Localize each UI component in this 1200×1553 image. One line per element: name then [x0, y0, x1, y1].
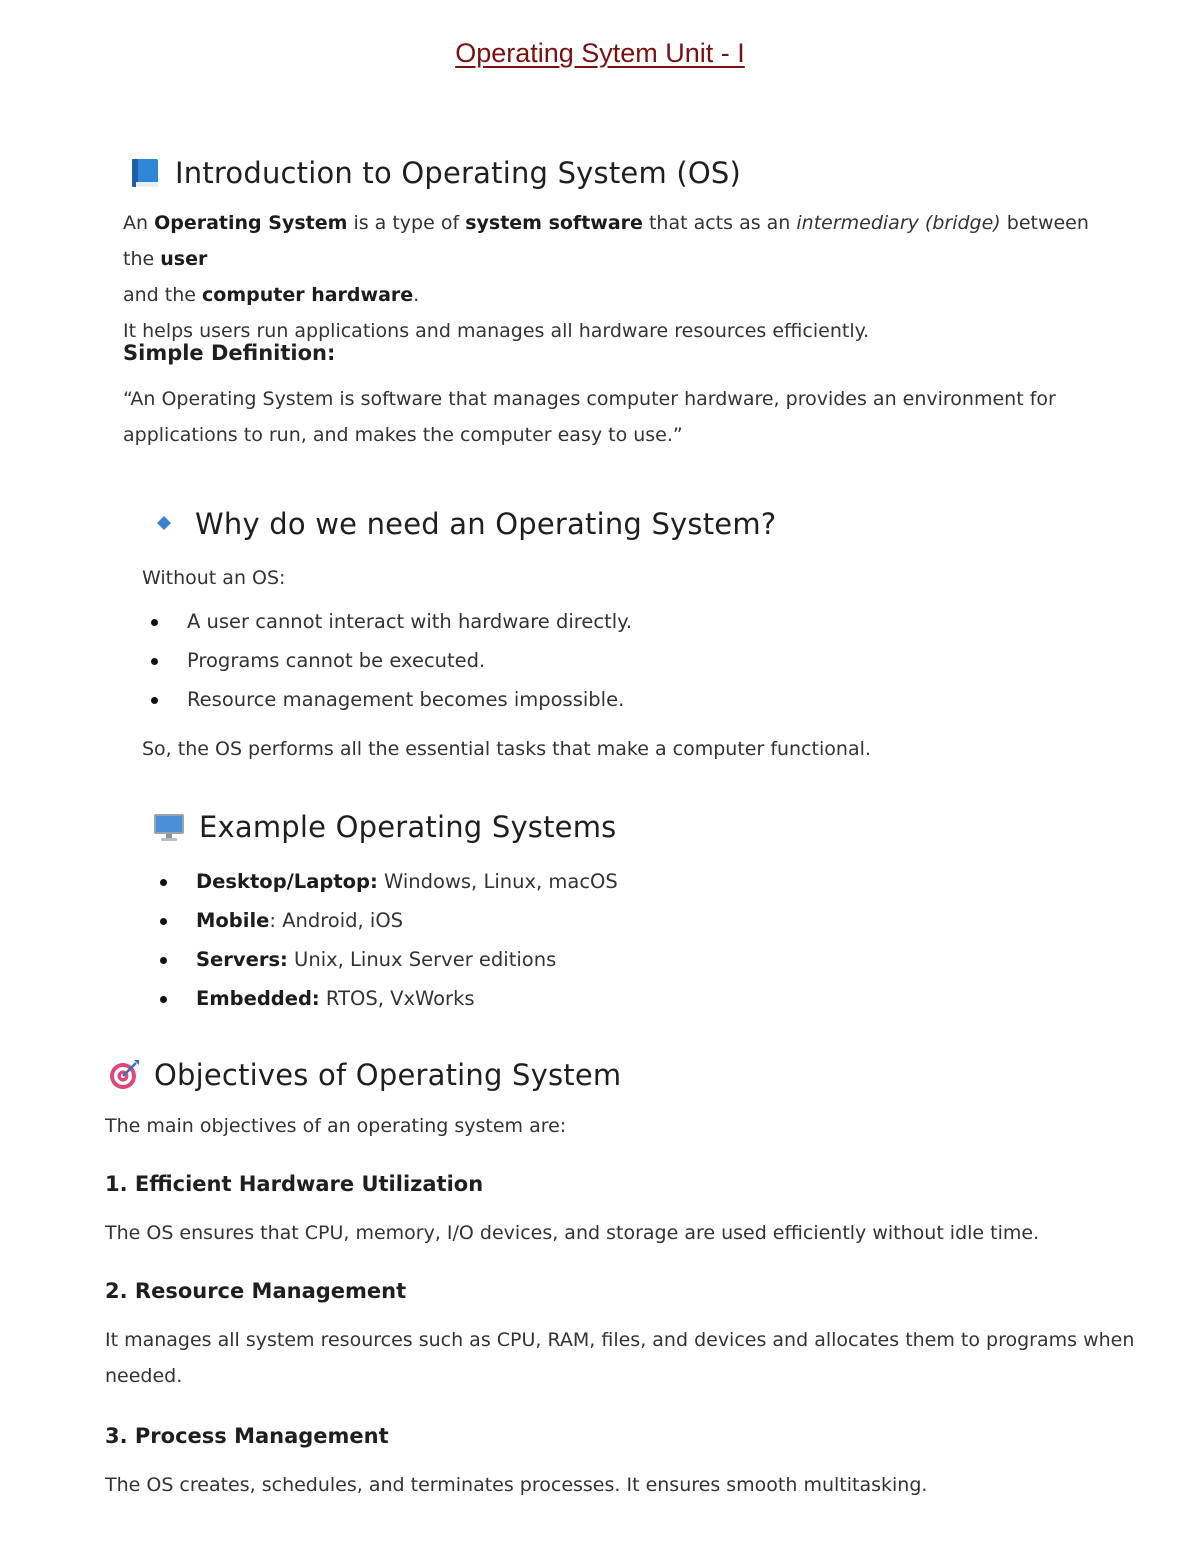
list-item: Servers: Unix, Linux Server editions	[151, 940, 618, 979]
definition-text: “An Operating System is software that manages computer hardware, provides an environment for applications to run, and makes the computer easy to use.”	[123, 388, 1056, 446]
need-heading	[152, 507, 776, 541]
intro-heading-text: Introduction to Operating System (OS)	[175, 156, 741, 190]
list-item: Mobile: Android, iOS	[151, 901, 618, 940]
intro-paragraph	[123, 205, 1123, 349]
objective-2-title: 2. Resource Management	[105, 1279, 407, 1303]
intro-line-1: An Operating System is a type of system software that acts as an intermediary (bridge) between the user	[123, 212, 1089, 270]
objectives-heading	[107, 1058, 621, 1092]
need-heading-text: Why do we need an Operating System?	[195, 507, 777, 541]
blue-diamond-icon	[152, 509, 182, 539]
intro-line-2: and the computer hardware.	[123, 284, 420, 306]
objective-1-text: The OS ensures that CPU, memory, I/O devices, and storage are used efficiently without idle time.	[105, 1222, 1040, 1244]
need-list	[142, 602, 632, 719]
examples-heading	[152, 810, 617, 844]
objective-3-title: 3. Process Management	[105, 1424, 389, 1448]
objective-2-text: It manages all system resources such as CPU, RAM, files, and devices and allocates them to programs when needed.	[105, 1329, 1135, 1387]
definition-label: Simple Definition:	[123, 341, 336, 365]
need-closing: So, the OS performs all the essential tasks that make a computer functional.	[142, 738, 871, 760]
list-item: Embedded: RTOS, VxWorks	[151, 979, 618, 1018]
intro-heading	[128, 156, 741, 190]
examples-heading-text: Example Operating Systems	[199, 810, 617, 844]
examples-list	[151, 862, 618, 1018]
intro-line-3: It helps users run applications and manages all hardware resources efficiently.	[123, 320, 870, 342]
list-item: A user cannot interact with hardware directly.	[142, 602, 632, 641]
list-item: Desktop/Laptop: Windows, Linux, macOS	[151, 862, 618, 901]
list-item: Programs cannot be executed.	[142, 641, 632, 680]
need-lead: Without an OS:	[142, 567, 286, 589]
blue-book-icon	[128, 156, 162, 190]
objective-3-text: The OS creates, schedules, and terminates processes. It ensures smooth multitasking.	[105, 1474, 928, 1496]
objectives-lead: The main objectives of an operating system are:	[105, 1115, 567, 1137]
document-title: Operating Sytem Unit - I	[455, 38, 745, 68]
desktop-computer-icon	[152, 810, 186, 844]
list-item: Resource management becomes impossible.	[142, 680, 632, 719]
objective-1-title: 1. Efficient Hardware Utilization	[105, 1172, 484, 1196]
objectives-heading-text: Objectives of Operating System	[154, 1058, 622, 1092]
target-icon	[107, 1058, 141, 1092]
